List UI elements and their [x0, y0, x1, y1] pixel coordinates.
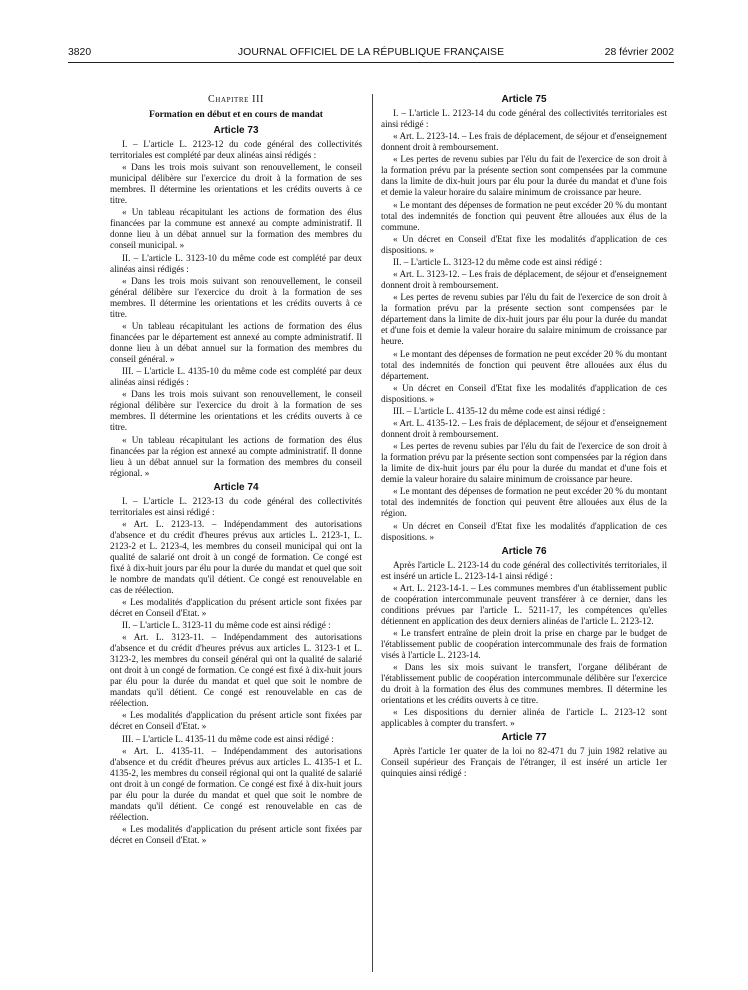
article-75-paragraph: I. – L'article L. 2123-14 du code général des collectivités territoriales est ainsi rédigé :: [381, 108, 667, 129]
article-73-paragraph: « Dans les trois mois suivant son renouvellement, le conseil municipal délibère sur l'exercice du droit à la formation de ses membres. Il détermine les orientations et les crédits ouverts à ce titre.: [110, 162, 362, 206]
article-75-paragraph: « Un décret en Conseil d'Etat fixe les modalités d'application de ces dispositions. »: [381, 520, 667, 542]
article-75-paragraph: « Un décret en Conseil d'Etat fixe les modalités d'application de ces dispositions. »: [381, 233, 667, 255]
article-75-paragraph: « Un décret en Conseil d'Etat fixe les modalités d'application de ces dispositions. »: [381, 382, 667, 404]
header-rule: [68, 62, 674, 63]
article-73-paragraph: II. – L'article L. 3123-10 du même code est complété par deux alinéas ainsi rédigés :: [110, 252, 362, 274]
article-75-paragraph: « Art. L. 3123-12. – Les frais de déplacement, de séjour et d'enseignement donnent droit à remboursement.: [381, 269, 667, 291]
article-77-heading: Article 77: [501, 732, 547, 744]
article-75-paragraph: « Les pertes de revenu subies par l'élu du fait de l'exercice de son droit à la formation prévu par la présente section sont compensées par le département dans la limite de dix-huit jours par élu pour la durée du mandat et d'une fois et demie la valeur horaire du salaire minimum de croissance par heure.: [381, 292, 667, 347]
article-74-paragraph: III. – L'article L. 4135-11 du même code est ainsi rédigé :: [122, 733, 334, 744]
page-header: [68, 47, 674, 61]
article-74-paragraph: II. – L'article L. 3123-11 du même code est ainsi rédigé :: [122, 620, 331, 631]
article-73-paragraph: III. – L'article L. 4135-10 du même code est complété par deux alinéas ainsi rédigés :: [110, 366, 362, 388]
publication-date: 28 février 2002: [604, 47, 674, 58]
article-76-paragraph: « Le transfert entraîne de plein droit la prise en charge par le budget de l'établissement public de coopération intercommunale des frais de formation visés à l'article L. 2123-14.: [381, 628, 667, 660]
article-75-paragraph: « Art. L. 2123-14. – Les frais de déplacement, de séjour et d'enseignement donnent droit à remboursement.: [381, 131, 667, 153]
article-76-paragraph: Après l'article L. 2123-14 du code général des collectivités territoriales, il est inséré un article L. 2123-14-1 ainsi rédigé :: [381, 559, 667, 581]
article-75-paragraph: II. – L'article L. 3123-12 du même code est ainsi rédigé :: [393, 256, 603, 267]
article-75-paragraph: III. – L'article L. 4135-12 du même code est ainsi rédigé :: [393, 405, 606, 416]
article-75-paragraph: « Art. L. 4135-12. – Les frais de déplacement, de séjour et d'enseignement donnent droit à remboursement.: [381, 418, 667, 440]
article-74-paragraph: « Art. L. 2123-13. – Indépendamment des autorisations d'absence et du crédit d'heures prévus aux articles L. 2123-1, L. 2123-2 et L. 2123-4, les membres du conseil municipal qui ont la qualité de salarié ont droit à un congé de formation. Ce congé est fixé à dix-huit jours par élu pour la durée du mandat et quel que soit le nombre de mandats qu'il détient. Ce congé est renouvelable en cas de réélection.: [110, 518, 362, 595]
article-74-paragraph: « Art. L. 4135-11. – Indépendamment des autorisations d'absence et du crédit d'heures prévus aux articles L. 4135-1 et L. 4135-2, les membres du conseil régional qui ont la qualité de salarié ont droit à un congé de formation. Ce congé est fixé à dix-huit jours par élu pour la durée du mandat et quel que soit le nombre de mandats qu'il détient. Ce congé est renouvelable en cas de réélection.: [110, 745, 362, 822]
article-74-paragraph: I. – L'article L. 2123-13 du code général des collectivités territoriales est ainsi rédigé :: [110, 495, 362, 517]
article-74-paragraph: « Art. L. 3123-11. – Indépendamment des autorisations d'absence et du crédit d'heures prévus aux articles L. 3123-1 et L. 3123-2, les membres du conseil général qui ont la qualité de salarié ont droit à un congé de formation. Ce congé est fixé à dix-huit jours par élu pour la durée du mandat et quel que soit le nombre de mandats qu'il détient. Ce congé est renouvelable en cas de réélection.: [110, 632, 362, 709]
article-73-paragraph: I. – L'article L. 2123-12 du code général des collectivités territoriales est complété par deux alinéas ainsi rédigés :: [110, 139, 362, 160]
article-75-heading: Article 75: [501, 94, 547, 105]
page-number: 3820: [68, 47, 92, 58]
article-75-paragraph: « Le montant des dépenses de formation ne peut excéder 20 % du montant total des indemnités de fonction qui peuvent être allouées aux élus du département.: [381, 348, 667, 381]
article-74-paragraph: « Les modalités d'application du présent article sont fixées par décret en Conseil d'Etat. »: [110, 596, 362, 618]
article-73-paragraph: « Dans les trois mois suivant son renouvellement, le conseil général délibère sur l'exercice du droit à la formation de ses membres. Il détermine les orientations et les crédits ouverts à ce titre.: [110, 275, 362, 319]
column-divider: [372, 94, 373, 972]
section-heading: Formation en début et en cours de mandat: [148, 109, 323, 120]
left-column: [110, 94, 362, 847]
article-74-paragraph: « Les modalités d'application du présent article sont fixées par décret en Conseil d'Etat. »: [110, 824, 362, 845]
article-73-paragraph: « Dans les trois mois suivant son renouvellement, le conseil régional délibère sur l'exercice du droit à la formation de ses membres. Il détermine les orientations et les crédits ouverts à ce titre.: [110, 389, 362, 433]
journal-title: JOURNAL OFFICIEL DE LA RÉPUBLIQUE FRANÇAISE: [237, 47, 505, 58]
article-76-paragraph: « Les dispositions du dernier alinéa de l'article L. 2123-12 sont applicables à compter du transfert. »: [381, 707, 667, 729]
article-73-paragraph: « Un tableau récapitulant les actions de formation des élus financées par la région est annexé au compte administratif. Il donne lieu à un débat annuel sur la formation des membres du conseil régional. »: [110, 434, 362, 478]
article-75-paragraph: « Les pertes de revenu subies par l'élu du fait de l'exercice de son droit à la formation prévu par la présente section sont compensées par la commune dans la limite de dix-huit jours par élu pour la durée du mandat et d'une fois et demie la valeur horaire du salaire minimum de croissance par heure.: [381, 154, 667, 198]
article-77-paragraph: Après l'article 1er quater de la loi no 82-471 du 7 juin 1982 relative au Conseil supérieur des Français de l'étranger, il est inséré un article 1er quinquies ainsi rédigé :: [381, 746, 667, 779]
article-73-paragraph: « Un tableau récapitulant les actions de formation des élus financées par la commune est annexé au compte administratif. Il donne lieu à un débat annuel sur la formation des membres du conseil municipal. »: [110, 207, 362, 251]
article-75-paragraph: « Les pertes de revenu subies par l'élu du fait de l'exercice de son droit à la formation prévu par la présente section sont compensées par la région dans la limite de dix-huit jours par élu pour la durée du mandat et d'une fois et demie la valeur horaire du salaire minimum de croissance par heure.: [381, 441, 667, 485]
article-75-paragraph: « Le montant des dépenses de formation ne peut excéder 20 % du montant total des indemnités de fonction qui peuvent être allouées aux élus de la région.: [381, 486, 667, 519]
chapter-heading: Chapitre III: [208, 94, 264, 105]
article-73-heading: Article 73: [213, 125, 259, 136]
article-76-paragraph: « Art. L. 2123-14-1. – Les communes membres d'un établissement public de coopération intercommunale peuvent transférer à ce dernier, dans les conditions prévues par l'article L. 5211-17, les compétences qu'elles détiennent en application des deux derniers alinéas de l'article L. 2123-12.: [381, 582, 667, 626]
right-column: [381, 94, 667, 781]
article-73-paragraph: « Un tableau récapitulant les actions de formation des élus financées par le département est annexé au compte administratif. Il donne lieu à un débat annuel sur la formation des membres du conseil général. »: [110, 320, 362, 364]
article-74-paragraph: « Les modalités d'application du présent article sont fixées par décret en Conseil d'Etat. »: [110, 710, 362, 732]
article-74-heading: Article 74: [213, 481, 259, 493]
article-76-heading: Article 76: [501, 545, 547, 557]
article-76-paragraph: « Dans les six mois suivant le transfert, l'organe délibérant de l'établissement public de coopération intercommunale délibère sur l'exercice du droit à la formation des élus des communes membres. Il détermine les orientations et les crédits ouverts à ce titre.: [381, 662, 667, 706]
article-75-paragraph: « Le montant des dépenses de formation ne peut excéder 20 % du montant total des indemnités de fonction qui peuvent être allouées aux élus de la commune.: [381, 199, 667, 232]
